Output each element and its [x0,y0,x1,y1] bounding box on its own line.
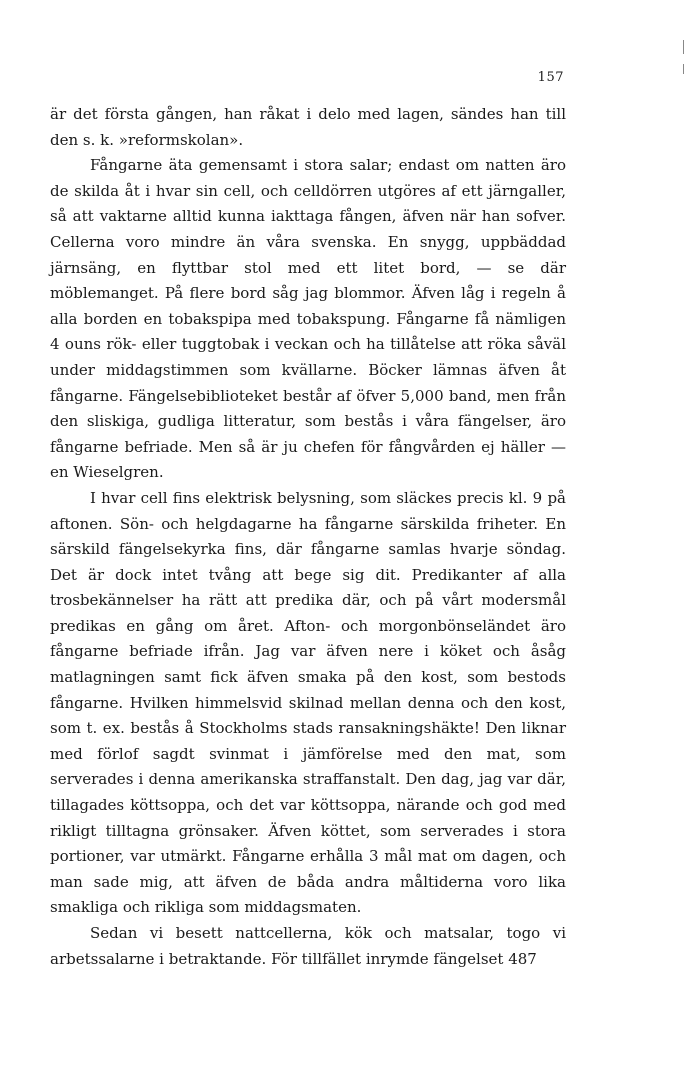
paragraph: Sedan vi besett nattcellerna, kök och matsalar, togo vi arbetssalarne i betraktande. För tillfället inrymde fängelset 487 [50,924,566,968]
body-text [50,102,566,972]
page-number: 157 [537,70,564,85]
page-edge-mark [683,64,684,74]
paragraph: I hvar cell fins elektrisk belysning, som släckes precis kl. 9 på aftonen. Sön- och helgdagarne ha fångarne särskilda friheter. En särskild fängelsekyrka fins, där fångarne samlas hvarje söndag. Det är dock intet tvång att bege sig dit. Predikanter af alla trosbekännelser ha rätt att predika där, och på vårt modersmål predikas en gång om året. Afton- och morgonbönseländet äro fångarne befriade ifrån. Jag var äfven nere i köket och åsåg matlagningen samt fick äfven smaka på den kost, som bestods fångarne. Hvilken himmelsvid skilnad mellan denna och den kost, som t. ex. bestås å Stockholms stads ransakningshäkte! Den liknar med förlof sagdt svinmat i jämförelse med den mat, som serverades i denna amerikanska straffanstalt. Den dag, jag var där, tillagades köttsoppa, och det var köttsoppa, närande och god med rikligt tilltagna grönsaker. Äfven köttet, som serverades i stora portioner, var utmärkt. Fångarne erhålla 3 mål mat om dagen, och man sade mig, att äfven de båda andra måltiderna voro lika smakliga och rikliga som middagsmaten. [50,488,566,917]
page-edge-mark [683,40,684,54]
paragraph: är det första gången, han råkat i delo med lagen, sändes han till den s. k. »reformskolan». [50,105,566,149]
paragraph: Fångarne äta gemensamt i stora salar; endast om natten äro de skilda åt i hvar sin cell, och celldörren utgöres af ett järngaller, så att vaktarne alltid kunna iakttaga fången, äfven när han sofver. Cellerna voro mindre än våra svenska. En snygg, uppbäddad järnsäng, en flyttbar stol med ett litet bord, — se där möblemanget. På flere bord såg jag blommor. Äfven låg i regeln å alla borden en tobakspipa med tobakspung. Fångarne få nämligen 4 ouns rök- eller tuggtobak i veckan och ha tillåtelse att röka såväl under middagstimmen som kvällarne. Böcker lämnas äfven åt fångarne. Fängelsebiblioteket består af öfver 5,000 band, men från den sliskiga, gudliga litteratur, som bestås i våra fängelser, äro fångarne befriade. Men så är ju chefen för fångvården ej häller — en Wieselgren. [50,156,566,482]
